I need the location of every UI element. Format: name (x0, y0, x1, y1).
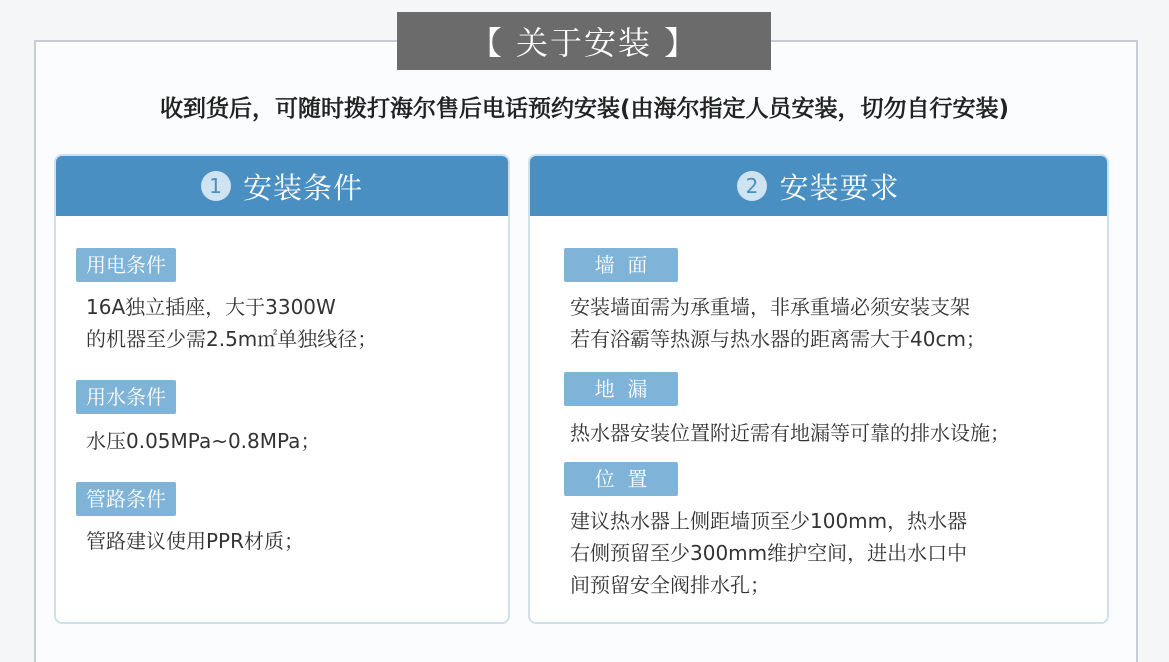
section-line: 管路建议使用PPR材质； (86, 529, 305, 553)
section-line: 间预留安全阀排水孔； (570, 573, 770, 597)
section-tag: 用水条件 (76, 380, 176, 414)
panel-header (56, 156, 508, 216)
section-line: 若有浴霸等热源与热水器的距离需大于40cm； (570, 327, 986, 351)
section-tag: 管路条件 (76, 482, 176, 516)
installation-conditions-panel (54, 154, 510, 624)
section-tag: 位 置 (564, 462, 678, 496)
section-line: 安装墙面需为承重墙，非承重墙必须安装支架 (570, 295, 970, 319)
section-line: 热水器安装位置附近需有地漏等可靠的排水设施； (570, 421, 1010, 445)
section-line: 水压0.05MPa~0.8MPa； (86, 429, 321, 453)
section-tag: 用电条件 (76, 248, 176, 282)
panel-title: 安装要求 (779, 170, 900, 205)
step-number-badge: 2 (737, 171, 767, 201)
section-line: 右侧预留至少300mm维护空间，进出水口中 (570, 541, 968, 565)
step-number-badge: 1 (201, 171, 231, 201)
intro-text: 收到货后，可随时拨打海尔售后电话预约安装(由海尔指定人员安装，切勿自行安装) (159, 96, 1010, 122)
page-title: 【 关于安装 】 (397, 12, 771, 70)
section-tag: 地 漏 (564, 372, 678, 406)
section-line: 的机器至少需2.5m㎡单独线径； (86, 327, 378, 351)
section-line: 建议热水器上侧距墙顶至少100mm，热水器 (570, 509, 968, 533)
section-line: 16A独立插座，大于3300W (86, 295, 336, 319)
panel-title: 安装条件 (242, 170, 363, 205)
installation-requirements-panel (528, 154, 1109, 624)
section-tag: 墙 面 (564, 248, 678, 282)
panel-header (530, 156, 1107, 216)
